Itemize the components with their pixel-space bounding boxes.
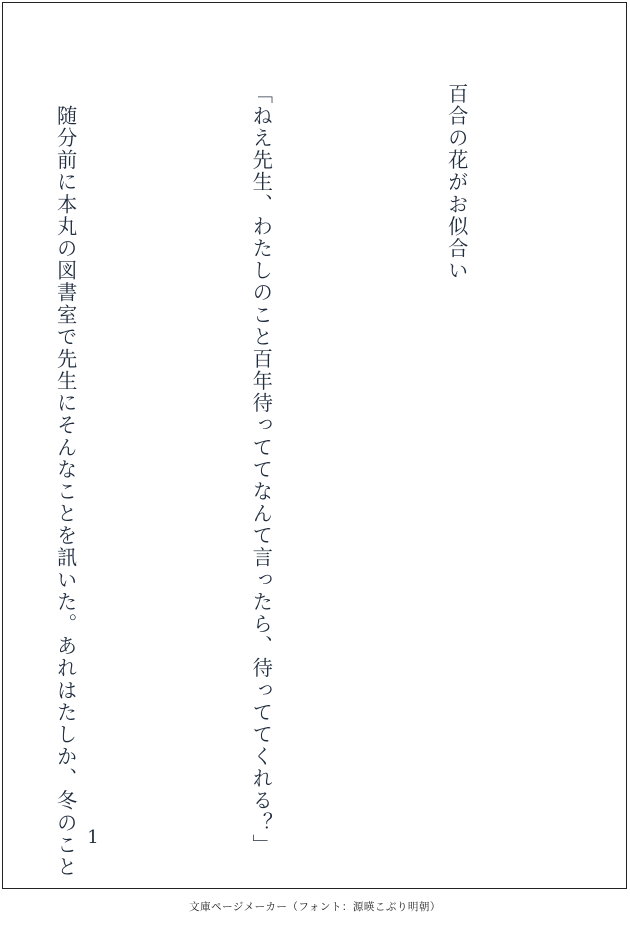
book-page (2, 2, 627, 889)
footer-caption: 文庫ページメーカー（フォント：源暎こぶり明朝） (189, 901, 441, 913)
vertical-text-body (0, 83, 538, 879)
text-line (147, 83, 180, 803)
page-number: 1 (87, 827, 99, 848)
text-line: 「ねえ先生、わたしのこと百年待っててなんて言ったら、待っててくれる？」 (249, 83, 274, 857)
text-line (342, 83, 375, 803)
text-line: 随分前に本丸の図書室で先生にそんなことを訊いた。あれはたしか、冬のこと (53, 83, 78, 879)
story-title: 百合の花がお似合い (444, 83, 469, 282)
